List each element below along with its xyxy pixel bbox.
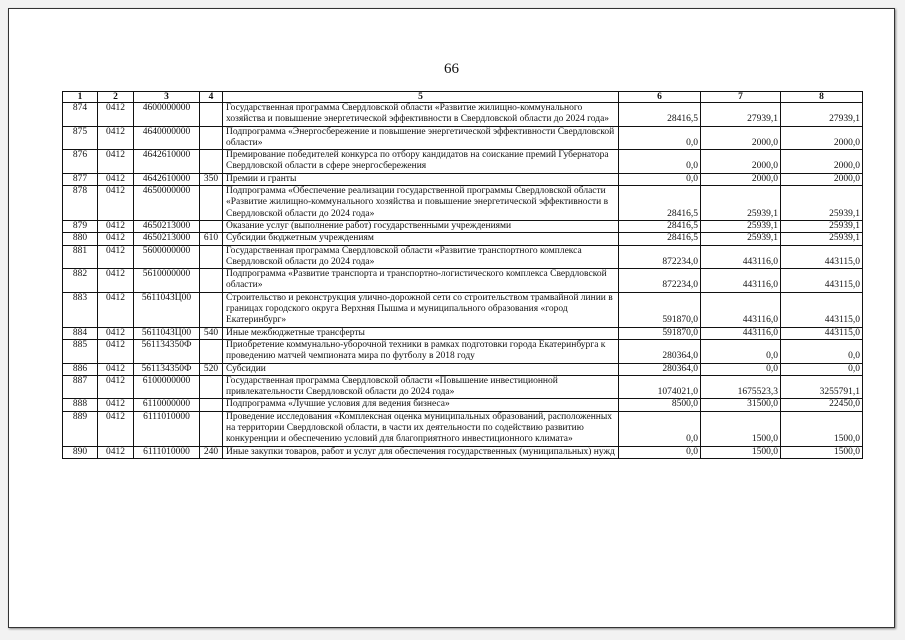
target-code: 561134350Ф xyxy=(134,339,200,363)
table-row xyxy=(63,411,863,446)
amount-col-7: 1500,0 xyxy=(701,446,781,458)
target-code: 5600000000 xyxy=(134,245,200,269)
amount-col-6: 0,0 xyxy=(619,446,701,458)
column-header: 4 xyxy=(200,92,223,103)
table-row xyxy=(63,292,863,327)
amount-col-7: 0,0 xyxy=(701,363,781,375)
amount-col-8: 25939,1 xyxy=(781,220,863,232)
expense-type-code xyxy=(200,399,223,411)
row-number: 878 xyxy=(63,186,98,221)
amount-col-7: 0,0 xyxy=(701,339,781,363)
amount-col-6: 0,0 xyxy=(619,173,701,185)
amount-col-6: 28416,5 xyxy=(619,103,701,127)
amount-col-6: 8500,0 xyxy=(619,399,701,411)
row-number: 885 xyxy=(63,339,98,363)
amount-col-7: 2000,0 xyxy=(701,173,781,185)
item-name: Государственная программа Свердловской области «Повышение инвестиционной привлекательности Свердловской области до 2024 года» xyxy=(223,375,619,399)
table-row xyxy=(63,220,863,232)
amount-col-6: 28416,5 xyxy=(619,233,701,245)
amount-col-6: 0,0 xyxy=(619,126,701,150)
amount-col-8: 0,0 xyxy=(781,339,863,363)
section-code: 0412 xyxy=(98,339,134,363)
document-page xyxy=(8,8,895,628)
target-code: 561104ЗЦ00 xyxy=(134,327,200,339)
expense-type-code xyxy=(200,186,223,221)
item-name: Оказание услуг (выполнение работ) государственными учреждениями xyxy=(223,220,619,232)
table-header-row xyxy=(63,92,863,103)
expense-type-code: 520 xyxy=(200,363,223,375)
table-row xyxy=(63,446,863,458)
amount-col-8: 0,0 xyxy=(781,363,863,375)
column-header: 1 xyxy=(63,92,98,103)
row-number: 890 xyxy=(63,446,98,458)
target-code: 6111010000 xyxy=(134,411,200,446)
target-code: 4650213000 xyxy=(134,233,200,245)
row-number: 874 xyxy=(63,103,98,127)
section-code: 0412 xyxy=(98,446,134,458)
column-header: 2 xyxy=(98,92,134,103)
amount-col-7: 25939,1 xyxy=(701,186,781,221)
row-number: 887 xyxy=(63,375,98,399)
section-code: 0412 xyxy=(98,220,134,232)
amount-col-6: 28416,5 xyxy=(619,186,701,221)
row-number: 884 xyxy=(63,327,98,339)
amount-col-8: 3255791,1 xyxy=(781,375,863,399)
section-code: 0412 xyxy=(98,292,134,327)
target-code: 4650000000 xyxy=(134,186,200,221)
amount-col-8: 443115,0 xyxy=(781,327,863,339)
expense-type-code xyxy=(200,103,223,127)
table-row xyxy=(63,186,863,221)
section-code: 0412 xyxy=(98,411,134,446)
target-code: 4642610000 xyxy=(134,150,200,174)
row-number: 882 xyxy=(63,269,98,293)
amount-col-8: 25939,1 xyxy=(781,233,863,245)
section-code: 0412 xyxy=(98,327,134,339)
expense-type-code xyxy=(200,269,223,293)
amount-col-7: 443116,0 xyxy=(701,269,781,293)
table-row xyxy=(63,375,863,399)
expense-type-code xyxy=(200,292,223,327)
item-name: Премирование победителей конкурса по отбору кандидатов на соискание премий Губернатора Свердловской области в сфере энергосбережения xyxy=(223,150,619,174)
expense-type-code xyxy=(200,339,223,363)
target-code: 6110000000 xyxy=(134,399,200,411)
table-row xyxy=(63,339,863,363)
item-name: Государственная программа Свердловской области «Развитие жилищно-коммунального хозяйства и повышение энергетической эффективности в Свердловской области до 2024 года» xyxy=(223,103,619,127)
row-number: 875 xyxy=(63,126,98,150)
amount-col-7: 1675523,3 xyxy=(701,375,781,399)
row-number: 886 xyxy=(63,363,98,375)
table-row xyxy=(63,173,863,185)
column-header: 3 xyxy=(134,92,200,103)
amount-col-8: 443115,0 xyxy=(781,269,863,293)
amount-col-8: 22450,0 xyxy=(781,399,863,411)
amount-col-8: 2000,0 xyxy=(781,126,863,150)
amount-col-6: 591870,0 xyxy=(619,327,701,339)
table-body xyxy=(63,103,863,459)
table-row xyxy=(63,126,863,150)
table-row xyxy=(63,103,863,127)
item-name: Иные закупки товаров, работ и услуг для обеспечения государственных (муниципальных) нужд xyxy=(223,446,619,458)
section-code: 0412 xyxy=(98,233,134,245)
amount-col-6: 591870,0 xyxy=(619,292,701,327)
item-name: Иные межбюджетные трансферты xyxy=(223,327,619,339)
amount-col-7: 25939,1 xyxy=(701,233,781,245)
amount-col-6: 0,0 xyxy=(619,150,701,174)
table-row xyxy=(63,269,863,293)
expense-type-code: 610 xyxy=(200,233,223,245)
amount-col-7: 1500,0 xyxy=(701,411,781,446)
amount-col-8: 27939,1 xyxy=(781,103,863,127)
item-name: Строительство и реконструкция улично-дорожной сети со строительством трамвайной линии в границах городского округа Верхняя Пышма и муниципального образования «город Екатеринбург» xyxy=(223,292,619,327)
column-header: 8 xyxy=(781,92,863,103)
item-name: Субсидии xyxy=(223,363,619,375)
target-code: 4640000000 xyxy=(134,126,200,150)
target-code: 6100000000 xyxy=(134,375,200,399)
item-name: Государственная программа Свердловской области «Развитие транспортного комплекса Свердловской области до 2024 года» xyxy=(223,245,619,269)
item-name: Подпрограмма «Лучшие условия для ведения бизнеса» xyxy=(223,399,619,411)
section-code: 0412 xyxy=(98,150,134,174)
amount-col-8: 1500,0 xyxy=(781,411,863,446)
table-row xyxy=(63,150,863,174)
expense-type-code xyxy=(200,220,223,232)
amount-col-7: 27939,1 xyxy=(701,103,781,127)
target-code: 561134350Ф xyxy=(134,363,200,375)
section-code: 0412 xyxy=(98,363,134,375)
target-code: 6111010000 xyxy=(134,446,200,458)
section-code: 0412 xyxy=(98,173,134,185)
item-name: Субсидии бюджетным учреждениям xyxy=(223,233,619,245)
amount-col-6: 280364,0 xyxy=(619,339,701,363)
amount-col-8: 2000,0 xyxy=(781,150,863,174)
section-code: 0412 xyxy=(98,103,134,127)
row-number: 880 xyxy=(63,233,98,245)
amount-col-7: 2000,0 xyxy=(701,150,781,174)
target-code: 4600000000 xyxy=(134,103,200,127)
row-number: 879 xyxy=(63,220,98,232)
amount-col-6: 280364,0 xyxy=(619,363,701,375)
amount-col-6: 28416,5 xyxy=(619,220,701,232)
expense-type-code xyxy=(200,150,223,174)
amount-col-8: 25939,1 xyxy=(781,186,863,221)
row-number: 883 xyxy=(63,292,98,327)
page-number: 66 xyxy=(444,61,459,77)
table-row xyxy=(63,399,863,411)
expense-type-code: 350 xyxy=(200,173,223,185)
table-row xyxy=(63,233,863,245)
target-code: 4642610000 xyxy=(134,173,200,185)
expense-type-code: 540 xyxy=(200,327,223,339)
amount-col-7: 443116,0 xyxy=(701,245,781,269)
row-number: 877 xyxy=(63,173,98,185)
budget-table xyxy=(62,91,863,459)
row-number: 876 xyxy=(63,150,98,174)
item-name: Подпрограмма «Развитие транспорта и транспортно-логистического комплекса Свердловской области» xyxy=(223,269,619,293)
column-header: 7 xyxy=(701,92,781,103)
item-name: Приобретение коммунально-уборочной техники в рамках подготовки города Екатеринбурга к проведению матчей чемпионата мира по футболу в 2018 году xyxy=(223,339,619,363)
item-name: Подпрограмма «Обеспечение реализации государственной программы Свердловской области «Развитие жилищно-коммунального хозяйства и повышение энергетической эффективности в Свердловской области до 2024 года» xyxy=(223,186,619,221)
expense-type-code xyxy=(200,245,223,269)
expense-type-code: 240 xyxy=(200,446,223,458)
item-name: Проведение исследования «Комплексная оценка муниципальных образований, расположенных на территории Свердловской области, в части их деятельности по содействию развитию конкуренции и обеспечению условий для благоприятного инвестиционного климата» xyxy=(223,411,619,446)
section-code: 0412 xyxy=(98,399,134,411)
section-code: 0412 xyxy=(98,186,134,221)
section-code: 0412 xyxy=(98,245,134,269)
target-code: 4650213000 xyxy=(134,220,200,232)
amount-col-8: 2000,0 xyxy=(781,173,863,185)
amount-col-6: 1074021,0 xyxy=(619,375,701,399)
amount-col-6: 0,0 xyxy=(619,411,701,446)
amount-col-7: 31500,0 xyxy=(701,399,781,411)
amount-col-6: 872234,0 xyxy=(619,269,701,293)
amount-col-7: 25939,1 xyxy=(701,220,781,232)
amount-col-8: 1500,0 xyxy=(781,446,863,458)
section-code: 0412 xyxy=(98,269,134,293)
expense-type-code xyxy=(200,375,223,399)
column-header: 5 xyxy=(223,92,619,103)
expense-type-code xyxy=(200,126,223,150)
target-code: 5610000000 xyxy=(134,269,200,293)
target-code: 561104ЗЦ00 xyxy=(134,292,200,327)
amount-col-8: 443115,0 xyxy=(781,292,863,327)
section-code: 0412 xyxy=(98,126,134,150)
amount-col-7: 443116,0 xyxy=(701,327,781,339)
row-number: 889 xyxy=(63,411,98,446)
column-header: 6 xyxy=(619,92,701,103)
table-row xyxy=(63,327,863,339)
amount-col-7: 443116,0 xyxy=(701,292,781,327)
row-number: 888 xyxy=(63,399,98,411)
table-row xyxy=(63,363,863,375)
amount-col-7: 2000,0 xyxy=(701,126,781,150)
amount-col-8: 443115,0 xyxy=(781,245,863,269)
section-code: 0412 xyxy=(98,375,134,399)
amount-col-6: 872234,0 xyxy=(619,245,701,269)
table-row xyxy=(63,245,863,269)
expense-type-code xyxy=(200,411,223,446)
item-name: Премии и гранты xyxy=(223,173,619,185)
row-number: 881 xyxy=(63,245,98,269)
item-name: Подпрограмма «Энергосбережение и повышение энергетической эффективности Свердловской области» xyxy=(223,126,619,150)
